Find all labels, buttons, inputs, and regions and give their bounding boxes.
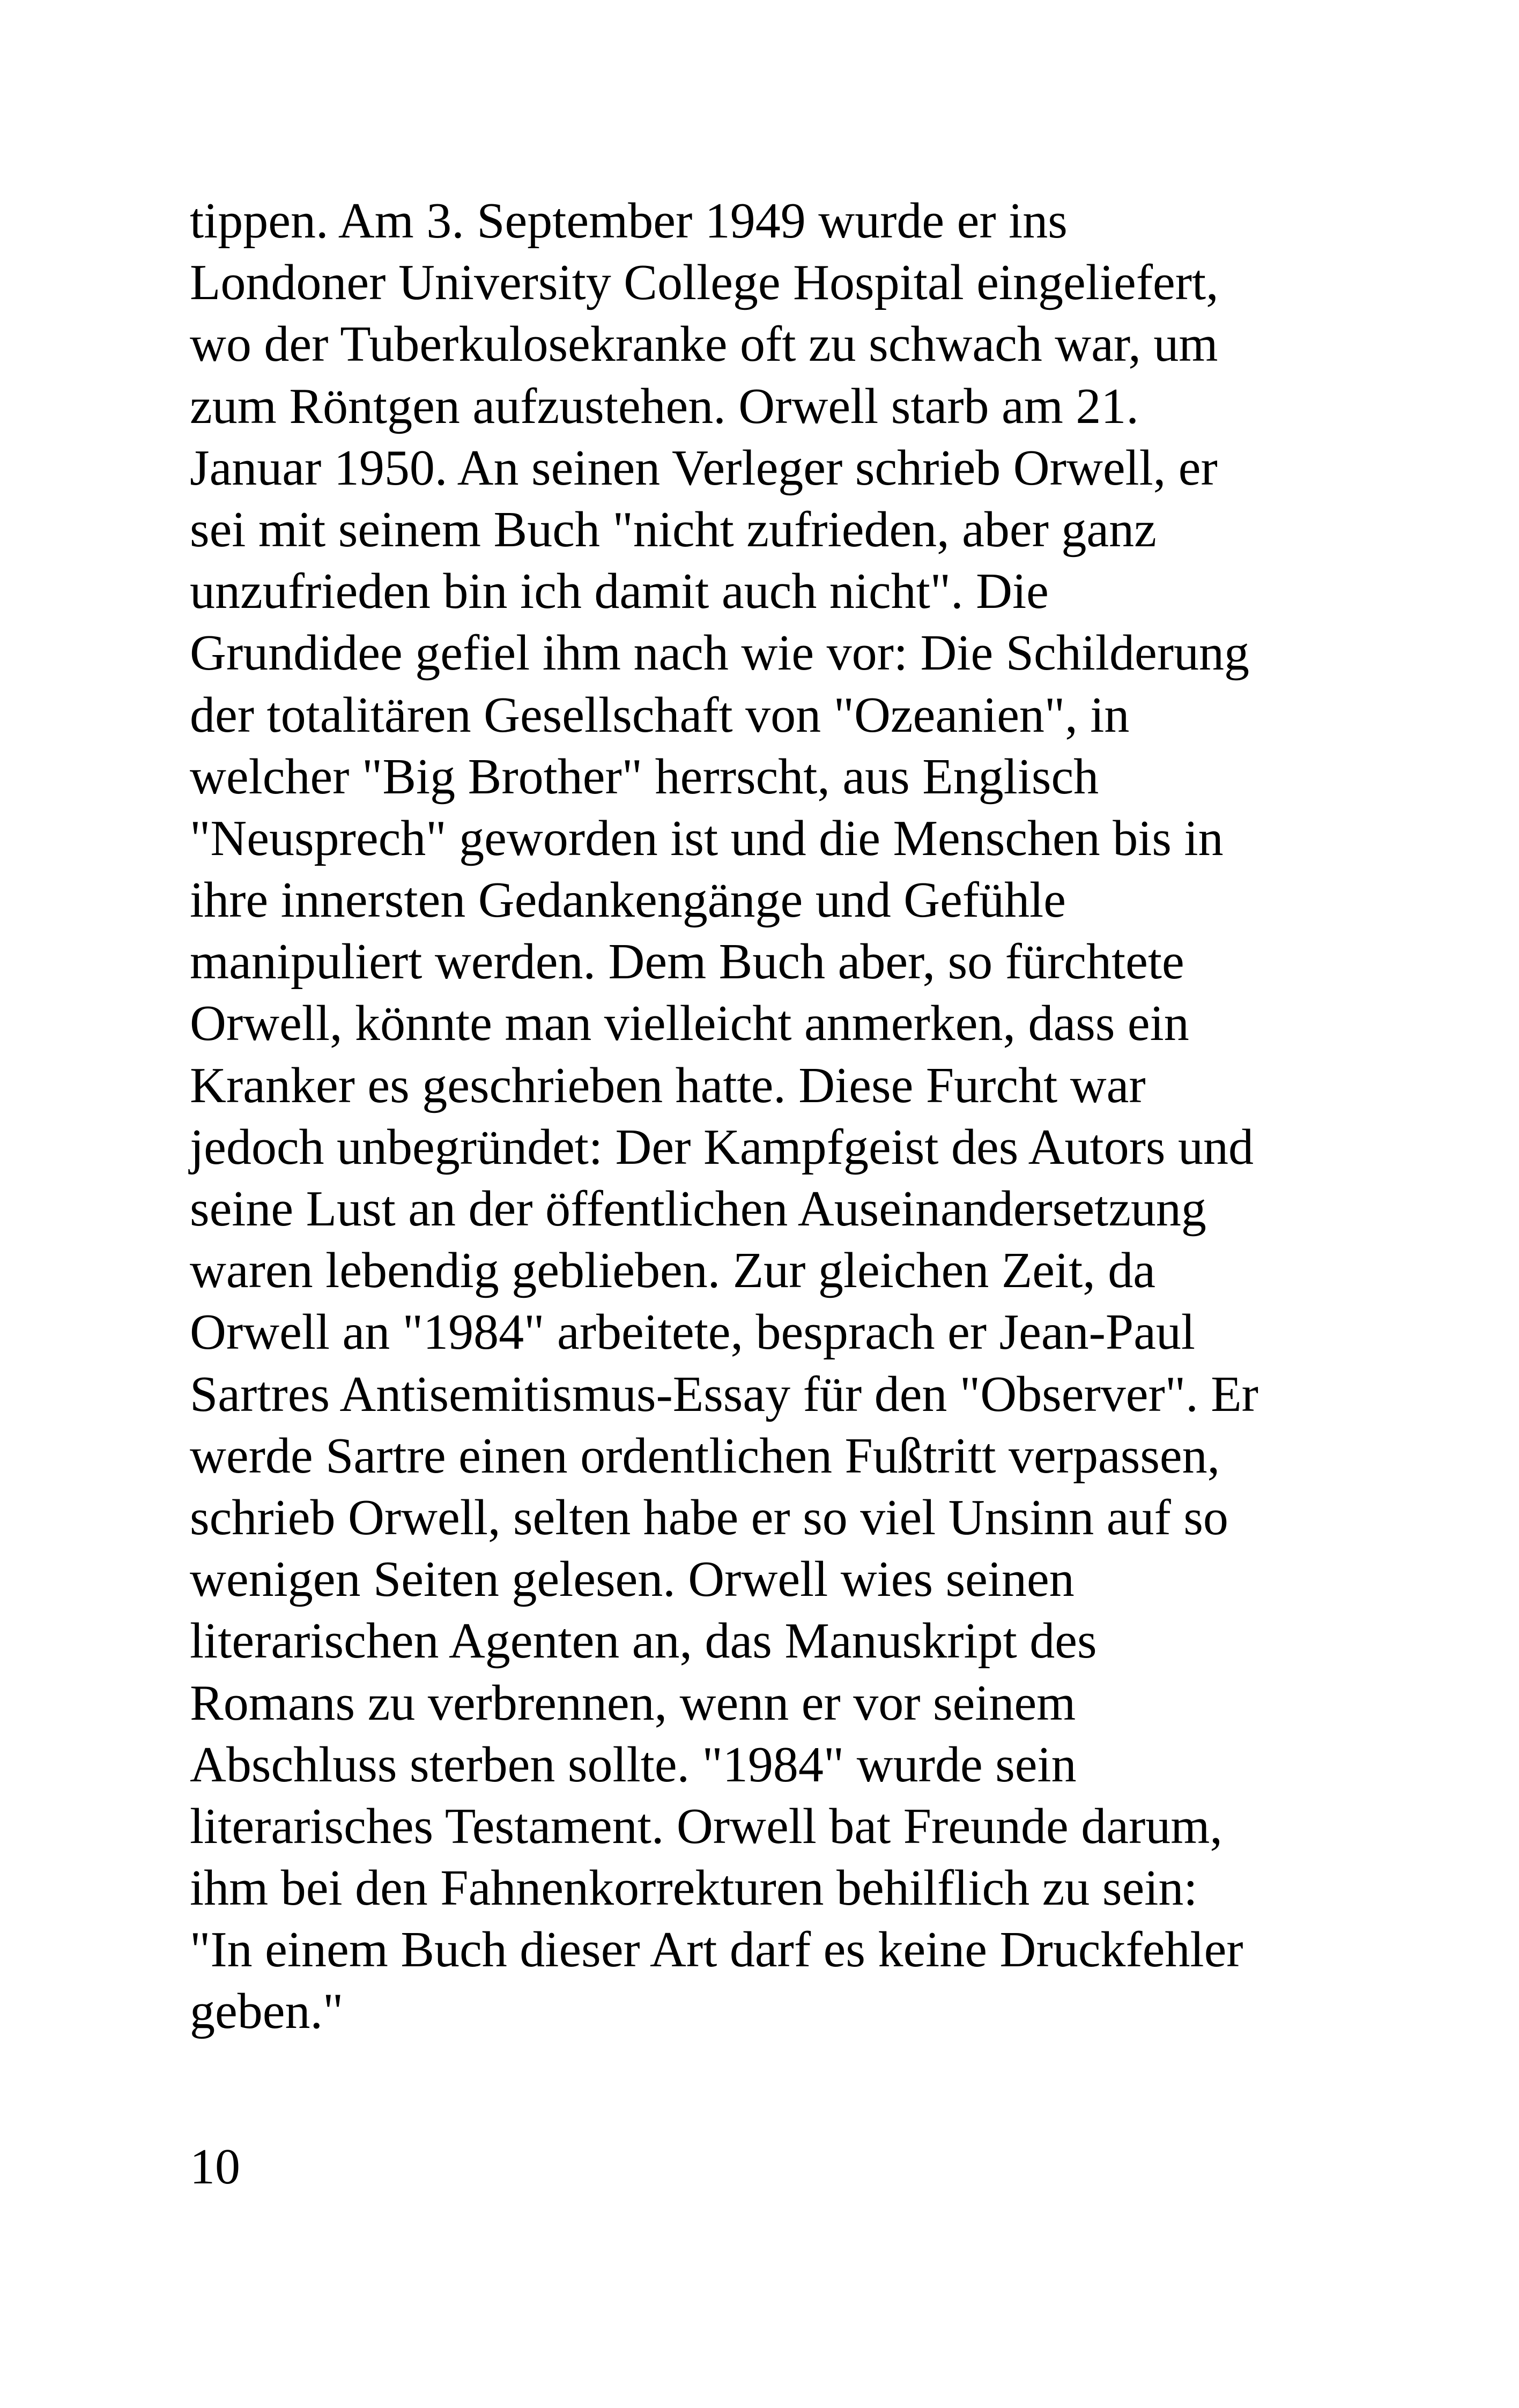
text-line: literarisches Testament. Orwell bat Freunde darum, (190, 1798, 1222, 1854)
text-line: tippen. Am 3. September 1949 wurde er ins (190, 193, 1068, 249)
text-line: jedoch unbegründet: Der Kampfgeist des Autors und (190, 1119, 1254, 1175)
text-line: Kranker es geschrieben hatte. Diese Furcht war (190, 1057, 1146, 1113)
text-line: sei mit seinem Buch "nicht zufrieden, aber ganz (190, 501, 1157, 558)
text-line: zum Röntgen aufzustehen. Orwell starb am 21. (190, 378, 1139, 434)
text-line: Sartres Antisemitismus-Essay für den "Observer". Er (190, 1366, 1258, 1422)
text-line: Romans zu verbrennen, wenn er vor seinem (190, 1675, 1076, 1731)
text-line: Orwell an "1984" arbeitete, besprach er Jean-Paul (190, 1304, 1196, 1361)
text-line: "Neusprech" geworden ist und die Menschen bis in (190, 810, 1224, 866)
text-line: Abschluss sterben sollte. "1984" wurde sein (190, 1736, 1077, 1793)
text-line: wo der Tuberkulosekranke oft zu schwach war, um (190, 316, 1218, 373)
text-line: geben." (190, 1983, 344, 2040)
text-line: manipuliert werden. Dem Buch aber, so fürchtete (190, 934, 1184, 990)
page-number: 10 (190, 2139, 240, 2195)
text-line: Januar 1950. An seinen Verleger schrieb Orwell, er (190, 440, 1218, 496)
text-line: Orwell, könnte man vielleicht anmerken, dass ein (190, 995, 1189, 1052)
text-line: Londoner University College Hospital eingeliefert, (190, 255, 1219, 311)
text-line: unzufrieden bin ich damit auch nicht". Die (190, 563, 1049, 620)
text-line: "In einem Buch dieser Art darf es keine Druckfehler (190, 1922, 1243, 1978)
text-line: literarischen Agenten an, das Manuskript des (190, 1613, 1097, 1669)
text-line: ihre innersten Gedankengänge und Gefühle (190, 872, 1066, 928)
text-line: wenigen Seiten gelesen. Orwell wies seinen (190, 1551, 1075, 1608)
body-text (190, 190, 1369, 2043)
text-line: schrieb Orwell, selten habe er so viel Unsinn auf so (190, 1489, 1228, 1545)
text-line: seine Lust an der öffentlichen Auseinandersetzung (190, 1181, 1206, 1237)
text-line: ihm bei den Fahnenkorrekturen behilflich zu sein: (190, 1860, 1198, 1916)
text-line: werde Sartre einen ordentlichen Fußtritt verpassen, (190, 1428, 1220, 1484)
text-line: waren lebendig geblieben. Zur gleichen Zeit, da (190, 1243, 1155, 1299)
text-line: Grundidee gefiel ihm nach wie vor: Die Schilderung (190, 625, 1250, 681)
text-line: welcher "Big Brother" herrscht, aus Englisch (190, 748, 1099, 805)
text-line: der totalitären Gesellschaft von "Ozeanien", in (190, 687, 1130, 743)
